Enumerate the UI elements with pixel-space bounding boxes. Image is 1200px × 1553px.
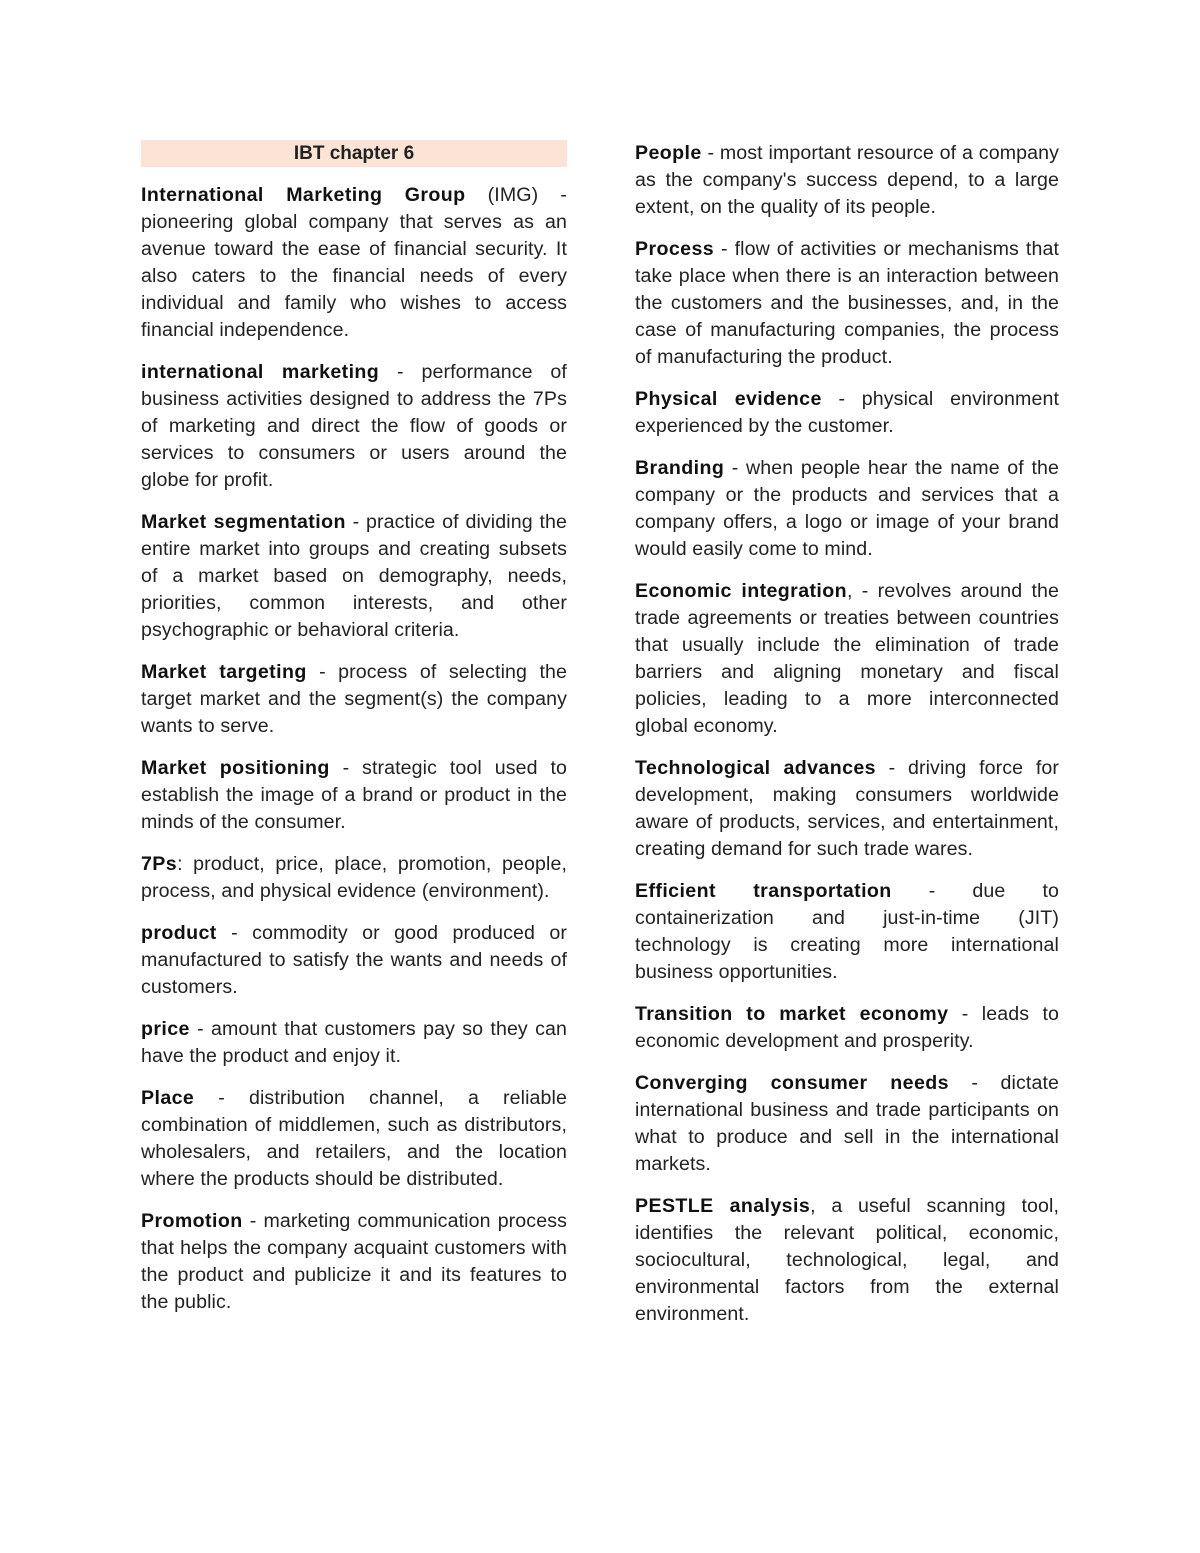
definition-text: - amount that customers pay so they can have the product and enjoy it. — [141, 1018, 567, 1067]
term: Branding — [635, 457, 725, 479]
term: Technological advances — [635, 757, 876, 779]
term: Market segmentation — [141, 511, 346, 533]
definition-transition-to-market-economy — [635, 1001, 1059, 1055]
term: People — [635, 142, 702, 164]
definition-text: - flow of activities or mechanisms that take place when there is an interaction between the customers and the businesses, and, in the case of manufacturing companies, the process of manufacturing the product. — [635, 238, 1059, 368]
definition-international-marketing — [141, 359, 567, 494]
term: International Marketing Group — [141, 184, 466, 206]
definition-pestle-analysis — [635, 1193, 1059, 1328]
term: Promotion — [141, 1210, 243, 1232]
definition-product — [141, 920, 567, 1001]
definition-market-segmentation — [141, 509, 567, 644]
term: Process — [635, 238, 715, 260]
definition-physical-evidence — [635, 386, 1059, 440]
term: Market targeting — [141, 661, 307, 683]
definition-text: (IMG) - pioneering global company that serves as an avenue toward the ease of financial security. It also caters to the financial needs of every individual and family who wishes to access financial independence. — [141, 184, 567, 341]
definition-7ps — [141, 851, 567, 905]
term: Place — [141, 1087, 195, 1109]
definition-branding — [635, 455, 1059, 563]
term: Market positioning — [141, 757, 330, 779]
definition-text: - distribution channel, a reliable combination of middlemen, such as distributors, wholesalers, and retailers, and the location where the products should be distributed. — [141, 1087, 567, 1190]
definition-text: - commodity or good produced or manufactured to satisfy the wants and needs of customers. — [141, 922, 567, 998]
term: international marketing — [141, 361, 380, 383]
right-column — [635, 140, 1059, 1343]
definition-text: - process of selecting the target market and the segment(s) the company wants to serve. — [141, 661, 568, 737]
page-title: IBT chapter 6 — [141, 140, 567, 167]
term: Converging consumer needs — [635, 1072, 949, 1094]
definition-text: - performance of business activities designed to address the 7Ps of marketing and direct the flow of goods or services to consumers or users around the globe for profit. — [141, 361, 567, 491]
definition-market-targeting — [141, 659, 567, 740]
definition-text: - dictate international business and trade participants on what to produce and sell in the international markets. — [635, 1072, 1059, 1175]
definition-technological-advances — [635, 755, 1059, 863]
term: price — [141, 1018, 190, 1040]
definition-place — [141, 1085, 567, 1193]
term: Efficient transportation — [635, 880, 892, 902]
definition-text: , a useful scanning tool, identifies the relevant political, economic, sociocultural, technological, legal, and environmental factors from the external environment. — [635, 1195, 1059, 1325]
definition-text: : product, price, place, promotion, people, process, and physical evidence (environment). — [141, 853, 567, 902]
definition-text: - due to containerization and just-in-time (JIT) technology is creating more international business opportunities. — [635, 880, 1059, 983]
definition-people — [635, 140, 1059, 221]
definition-text: - physical environment experienced by the customer. — [635, 388, 1059, 437]
term: PESTLE analysis — [635, 1195, 811, 1217]
definition-economic-integration — [635, 578, 1059, 740]
definition-converging-consumer-needs — [635, 1070, 1059, 1178]
definition-international-marketing-group — [141, 182, 567, 344]
term: Economic integration — [635, 580, 847, 602]
definition-text: - marketing communication process that helps the company acquaint customers with the product and publicize it and its features to the public. — [141, 1210, 567, 1313]
definition-text: - driving force for development, making consumers worldwide aware of products, services, and entertainment, creating demand for such trade wares. — [635, 757, 1059, 860]
definition-text: - strategic tool used to establish the image of a brand or product in the minds of the consumer. — [141, 757, 568, 833]
left-column — [141, 140, 567, 1331]
definition-text: - leads to economic development and prosperity. — [635, 1003, 1060, 1052]
definition-text: - most important resource of a company as the company's success depend, to a large extent, on the quality of its people. — [635, 142, 1059, 218]
definition-text: - when people hear the name of the company or the products and services that a company offers, a logo or image of your brand would easily come to mind. — [635, 457, 1059, 560]
definition-market-positioning — [141, 755, 567, 836]
definition-efficient-transportation — [635, 878, 1059, 986]
term: product — [141, 922, 217, 944]
term: Physical evidence — [635, 388, 822, 410]
definition-text: , - revolves around the trade agreements or treaties between countries that usually include the elimination of trade barriers and aligning monetary and fiscal policies, leading to a more interconnected global economy. — [635, 580, 1059, 737]
term: Transition to market economy — [635, 1003, 949, 1025]
definition-price — [141, 1016, 567, 1070]
definition-promotion — [141, 1208, 567, 1316]
definition-process — [635, 236, 1059, 371]
term: 7Ps — [141, 853, 178, 875]
definition-text: - practice of dividing the entire market into groups and creating subsets of a market based on demography, needs, priorities, common interests, and other psychographic or behavioral criteria. — [141, 511, 567, 641]
